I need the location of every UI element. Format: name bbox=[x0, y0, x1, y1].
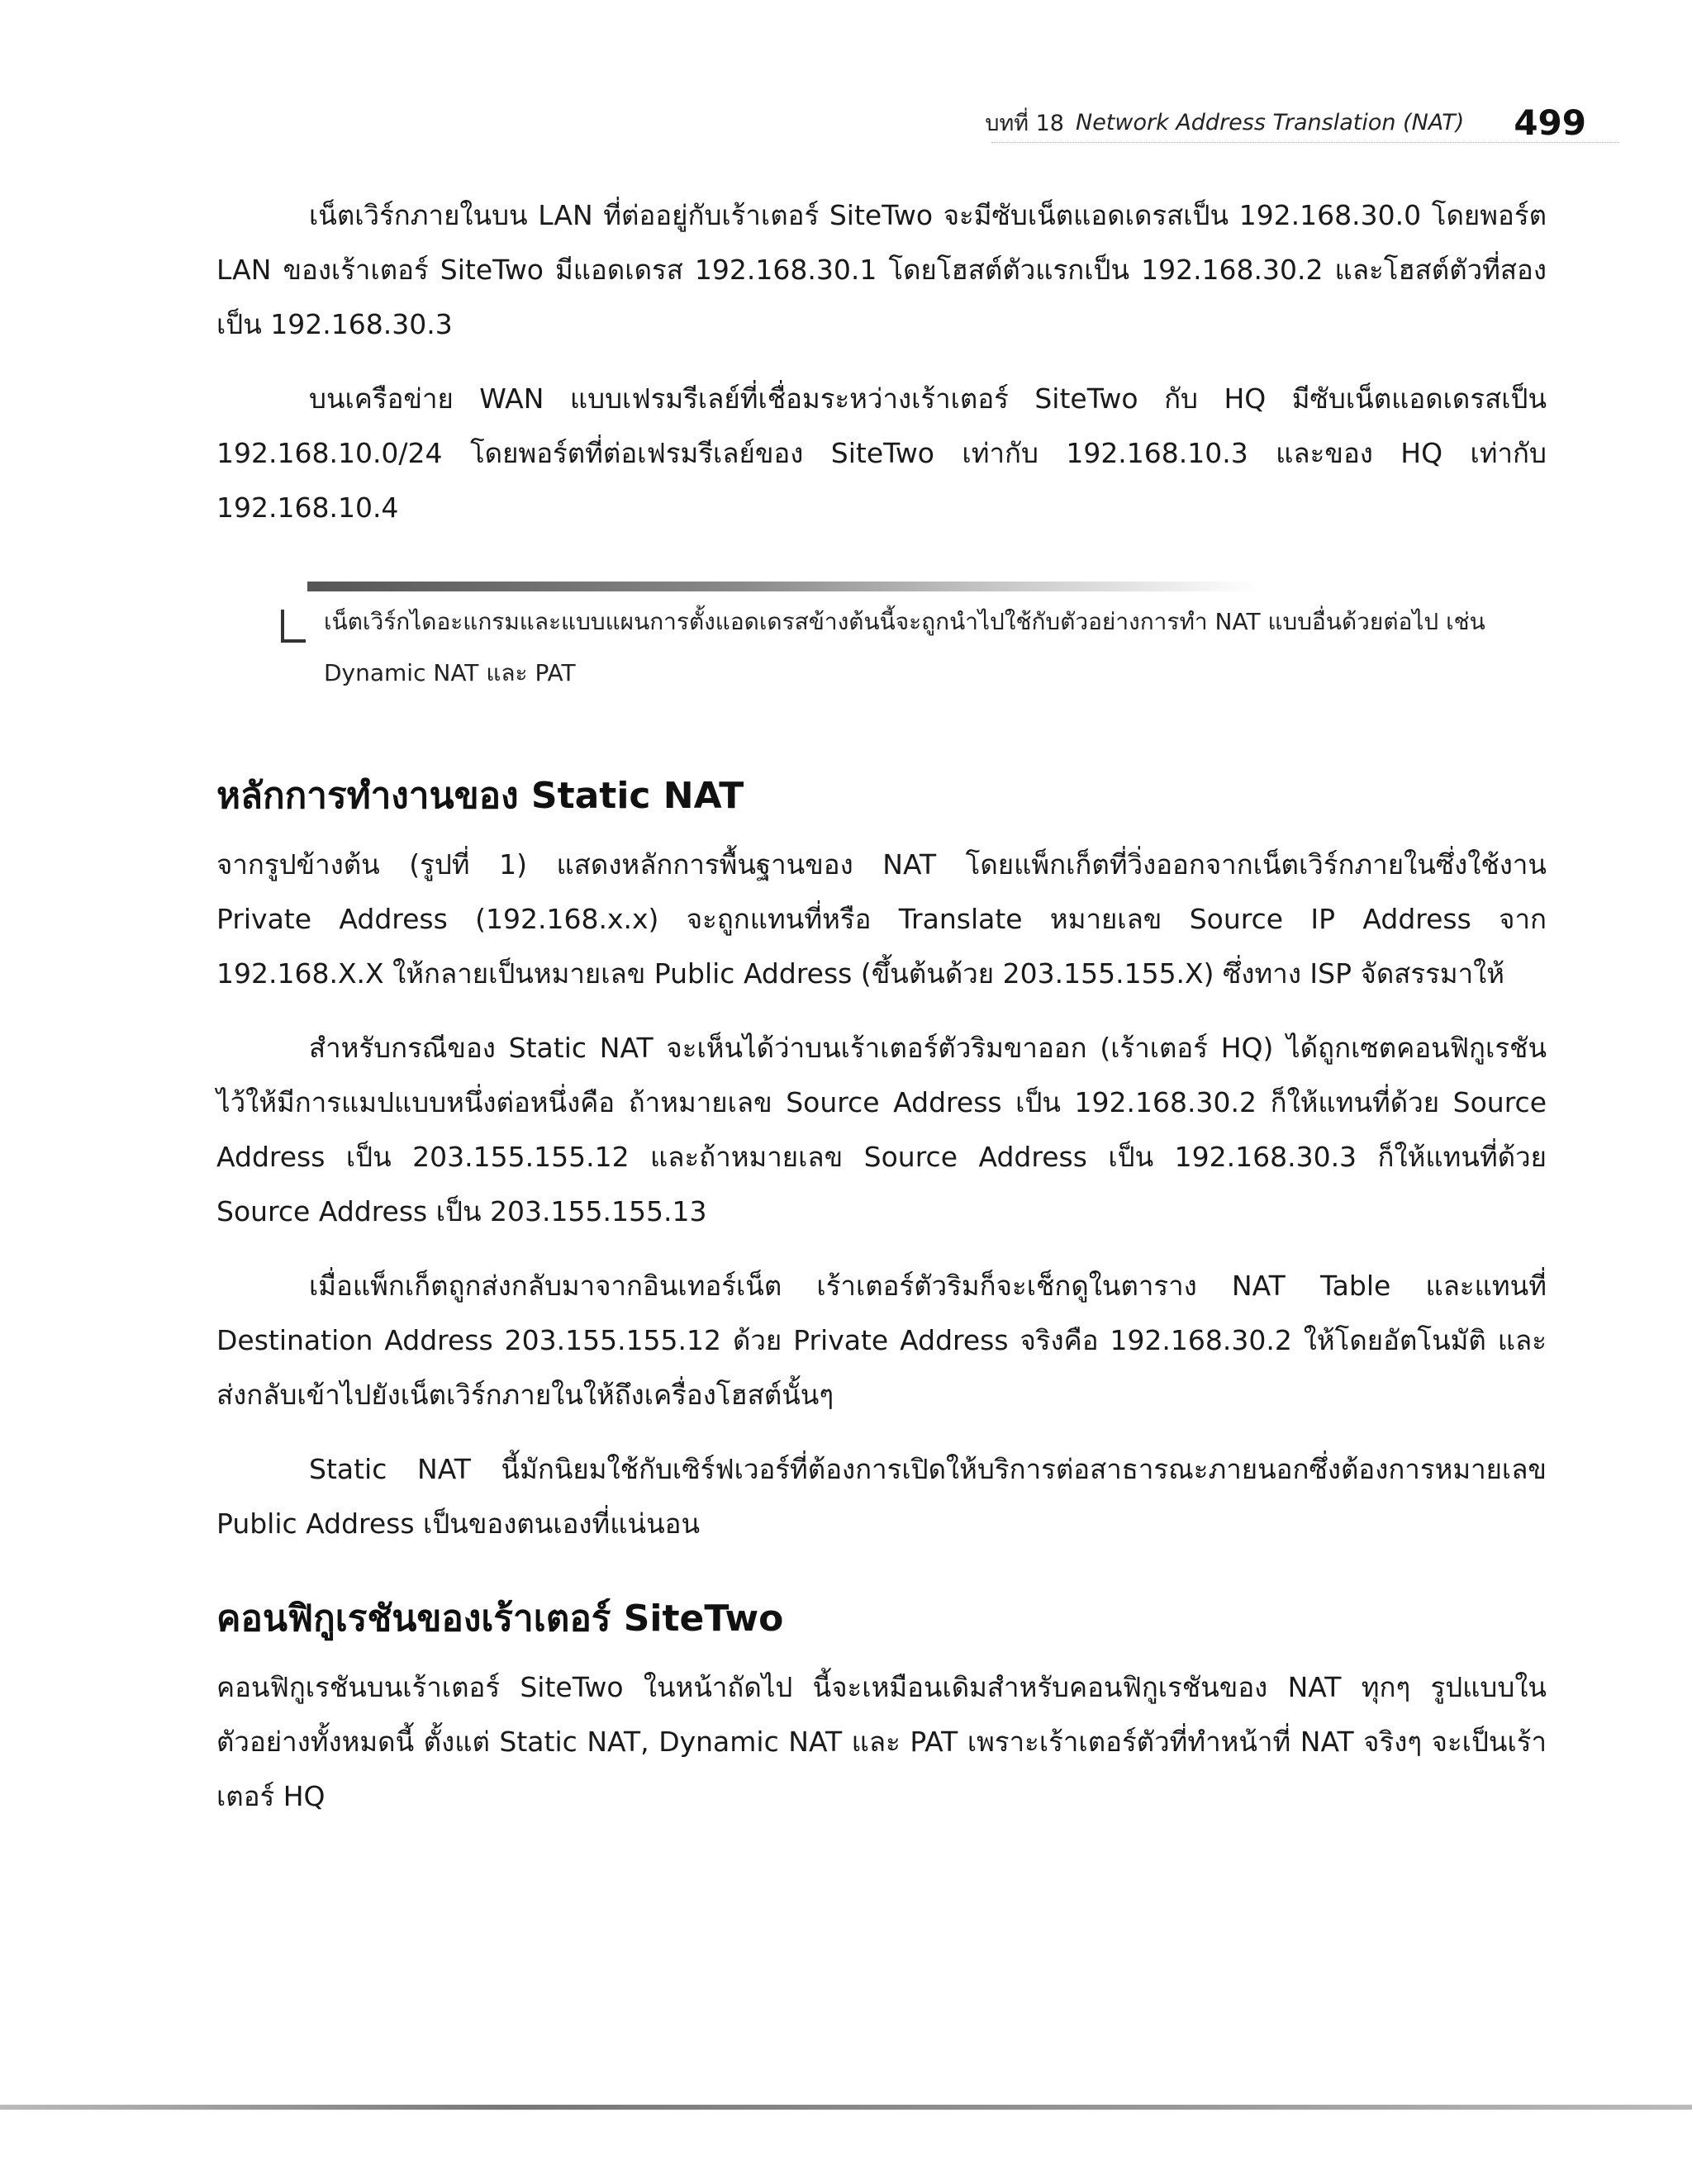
paragraph-wan-subnet: บนเครือข่าย WAN แบบเฟรมรีเลย์ที่เชื่อมระหว่างเร้าเตอร์ SiteTwo กับ HQ มีซับเน็ตแอดเดรสเป็น 192.168.10.0/24 โดยพอร์ตที่ต่อเฟรมรีเลย์ของ SiteTwo เท่ากับ 192.168.10.3 และของ HQ เท่ากับ 192.168.10.4 bbox=[216, 382, 1547, 524]
page-number: 499 bbox=[1514, 102, 1586, 143]
paragraph-static-nat-4: Static NAT นี้มักนิยมใช้กับเซิร์ฟเวอร์ที่ต้องการเปิดให้บริการต่อสาธารณะภายนอกซึ่งต้องการหมายเลข Public Address เป็นของตนเองที่แน่นอน bbox=[216, 1453, 1547, 1540]
paragraph-lan-subnet: เน็ตเวิร์กภายในบน LAN ที่ต่ออยู่กับเร้าเตอร์ SiteTwo จะมีซับเน็ตแอดเดรสเป็น 192.168.30.0 โดยพอร์ต LAN ของเร้าเตอร์ SiteTwo มีแอดเดรส 192.168.30.1 โดยโฮสต์ตัวแรกเป็น 192.168.30.2 และโฮสต์ตัวที่สองเป็น 192.168.30.3 bbox=[216, 199, 1547, 340]
running-header bbox=[859, 97, 1586, 147]
note-box bbox=[216, 582, 1547, 720]
paragraph-static-nat-1: จากรูปข้างต้น (รูปที่ 1) แสดงหลักการพื้นฐานของ NAT โดยแพ็กเก็ตที่วิ่งออกจากเน็ตเวิร์กภายในซึ่งใช้งาน Private Address (192.168.x.x) จะถูกแทนที่หรือ Translate หมายเลข Source IP Address จาก 192.168.X.X ให้กลายเป็นหมายเลข Public Address (ขึ้นต้นด้วย 203.155.155.X) ซึ่งทาง ISP จัดสรรมาให้ bbox=[216, 848, 1547, 990]
chapter-title: Network Address Translation (NAT) bbox=[1076, 109, 1465, 135]
section-heading-sitetwo-config: คอนฟิกูเรชันของเร้าเตอร์ SiteTwo bbox=[216, 1598, 784, 1640]
page-content bbox=[216, 188, 1547, 1844]
paragraph-static-nat-3: เมื่อแพ็กเก็ตถูกส่งกลับมาจากอินเทอร์เน็ต เร้าเตอร์ตัวริมก็จะเช็กดูในตาราง NAT Table และแทนที่ Destination Address 203.155.155.12 ด้วย Private Address จริงคือ 192.168.30.2 ให้โดยอัตโนมัติ และส่งกลับเข้าไปยังเน็ตเวิร์กภายในให้ถึงเครื่องโฮสต์นั้นๆ bbox=[216, 1270, 1547, 1411]
note-bracket-icon bbox=[281, 610, 306, 643]
note-text: เน็ตเวิร์กไดอะแกรมและแบบแผนการตั้งแอดเดรสข้างต้นนี้จะถูกนำไปใช้กับตัวอย่างการทำ NAT แบบอื่นด้วยต่อไป เช่น Dynamic NAT และ PAT bbox=[324, 608, 1485, 686]
header-rule bbox=[991, 142, 1619, 143]
paragraph-static-nat-2: สำหรับกรณีของ Static NAT จะเห็นได้ว่าบนเร้าเตอร์ตัวริมขาออก (เร้าเตอร์ HQ) ได้ถูกเซตคอนฟิกูเรชันไว้ให้มีการแมปแบบหนึ่งต่อหนึ่งคือ ถ้าหมายเลข Source Address เป็น 192.168.30.2 ก็ให้แทนที่ด้วย Source Address เป็น 203.155.155.12 และถ้าหมายเลข Source Address เป็น 192.168.30.3 ก็ให้แทนที่ด้วย Source Address เป็น 203.155.155.13 bbox=[216, 1032, 1547, 1227]
paragraph-sitetwo-config: คอนฟิกูเรชันบนเร้าเตอร์ SiteTwo ในหน้าถัดไป นี้จะเหมือนเดิมสำหรับคอนฟิกูเรชันของ NAT ทุกๆ รูปแบบในตัวอย่างทั้งหมดนี้ ตั้งแต่ Static NAT, Dynamic NAT และ PAT เพราะเร้าเตอร์ตัวที่ทำหน้าที่ NAT จริงๆ จะเป็นเร้าเตอร์ HQ bbox=[216, 1671, 1547, 1812]
section-heading-static-nat: หลักการทำงานของ Static NAT bbox=[216, 775, 744, 817]
bottom-scan-edge bbox=[0, 2105, 1692, 2110]
note-bar bbox=[307, 582, 1257, 591]
chapter-label: บทที่ 18 bbox=[985, 110, 1064, 136]
